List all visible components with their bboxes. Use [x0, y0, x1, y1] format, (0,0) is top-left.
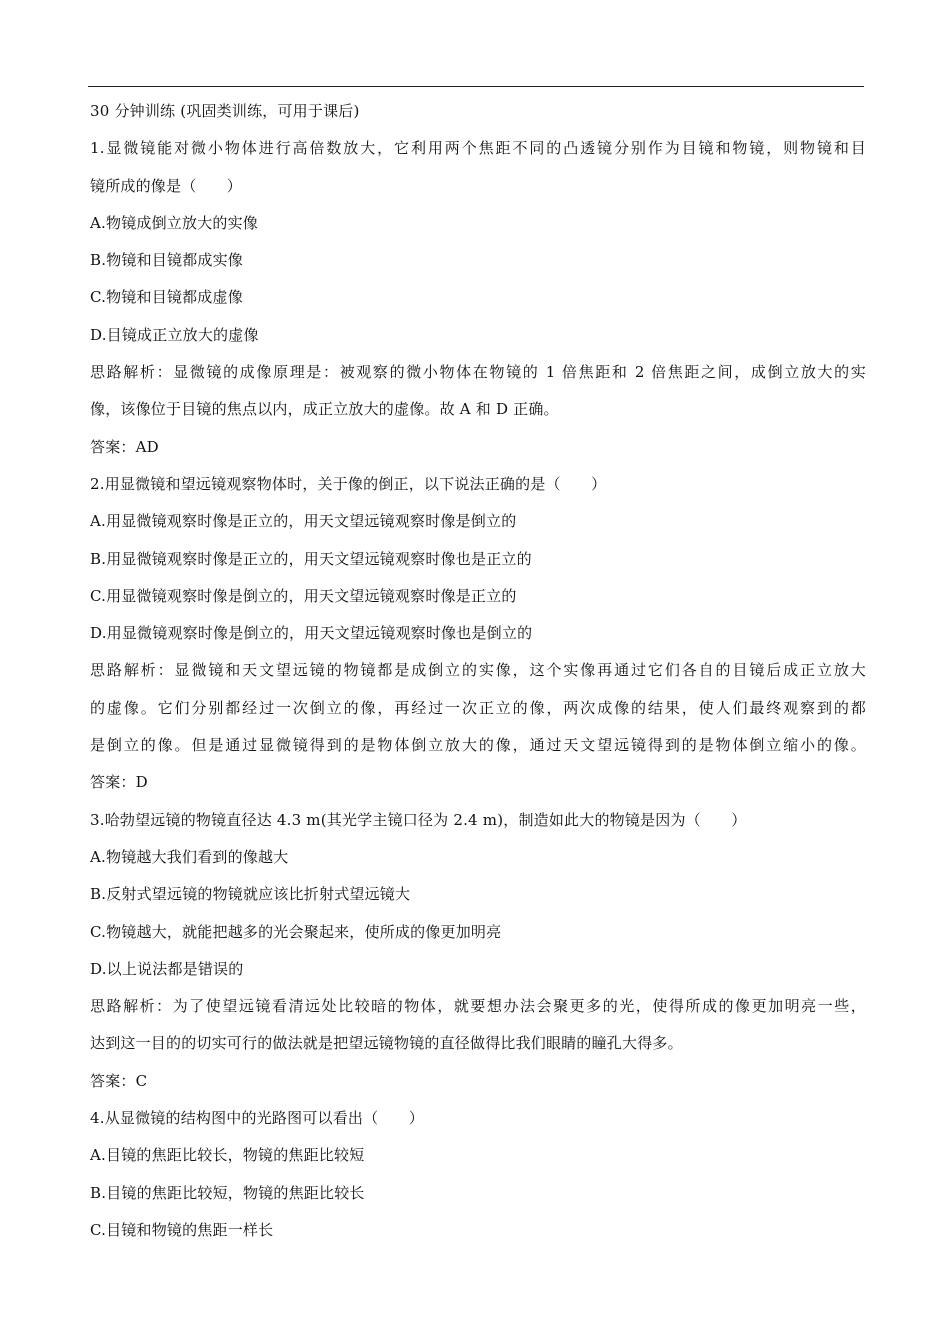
text-line: D.目镜成正立放大的虚像 — [90, 325, 259, 344]
text-line: 2.用显微镜和望远镜观察物体时，关于像的倒正，以下说法正确的是（ ） — [90, 474, 607, 493]
text-line: 达到这一目的的切实可行的做法就是把望远镜物镜的直径做得比我们眼睛的瞳孔大得多。 — [90, 1034, 683, 1053]
text-line: C.目镜和物镜的焦距一样长 — [90, 1220, 274, 1239]
text-line: 镜所成的像是（ ） — [90, 176, 243, 195]
text-line: C.用显微镜观察时像是倒立的，用天文望远镜观察时像是正立的 — [90, 586, 517, 605]
text-line: C.物镜和目镜都成虚像 — [90, 288, 243, 307]
text-line: C.物镜越大，就能把越多的光会聚起来，使所成的像更加明亮 — [90, 922, 502, 941]
text-line: A.目镜的焦距比较长，物镜的焦距比较短 — [90, 1146, 365, 1165]
text-line: 答案：AD — [90, 437, 159, 456]
text-line: 是倒立的像。但是通过显微镜得到的是物体倒立放大的像，通过天文望远镜得到的是物体倒立缩小的像。 — [90, 736, 866, 755]
text-line: B.反射式望远镜的物镜就应该比折射式望远镜大 — [90, 885, 411, 904]
text-line: 答案：C — [90, 1071, 148, 1090]
text-line: 4.从显微镜的结构图中的光路图可以看出（ ） — [90, 1109, 424, 1128]
document-lines — [90, 130, 866, 1249]
text-line: A.用显微镜观察时像是正立的，用天文望远镜观察时像是倒立的 — [90, 512, 517, 531]
text-line: B.物镜和目镜都成实像 — [90, 251, 243, 270]
section-title: 30 分钟训练 (巩固类训练，可用于课后) — [90, 102, 360, 120]
text-line: 像，该像位于目镜的焦点以内，成正立放大的虚像。故 A 和 D 正确。 — [90, 400, 559, 419]
text-line: 思路解析：显微镜和天文望远镜的物镜都是成倒立的实像，这个实像再通过它们各自的目镜后成正立放大 — [90, 661, 866, 680]
text-line: D.以上说法都是错误的 — [90, 959, 244, 978]
text-line: B.用显微镜观察时像是正立的，用天文望远镜观察时像也是正立的 — [90, 549, 532, 568]
text-line: 答案：D — [90, 773, 148, 792]
text-line: 思路解析：为了使望远镜看清远处比较暗的物体，就要想办法会聚更多的光，使得所成的像更加明亮一些， — [90, 997, 866, 1016]
text-line: 思路解析：显微镜的成像原理是：被观察的微小物体在物镜的 1 倍焦距和 2 倍焦距之间，成倒立放大的实 — [90, 363, 866, 382]
document-body — [90, 93, 866, 1249]
text-line: 3.哈勃望远镜的物镜直径达 4.3 m(其光学主镜口径为 2.4 m)，制造如此大的物镜是因为（ ） — [90, 810, 747, 829]
text-line: A.物镜越大我们看到的像越大 — [90, 847, 289, 866]
text-line: 的虚像。它们分别都经过一次倒立的像，再经过一次正立的像，两次成像的结果，使人们最终观察到的都 — [90, 698, 866, 717]
text-line: A.物镜成倒立放大的实像 — [90, 213, 259, 232]
header-rule — [88, 86, 864, 87]
text-line: B.目镜的焦距比较短，物镜的焦距比较长 — [90, 1183, 365, 1202]
text-line: 1.显微镜能对微小物体进行高倍数放大，它利用两个焦距不同的凸透镜分别作为目镜和物镜，则物镜和目 — [90, 139, 866, 158]
text-line: D.用显微镜观察时像是倒立的，用天文望远镜观察时像也是倒立的 — [90, 624, 533, 643]
